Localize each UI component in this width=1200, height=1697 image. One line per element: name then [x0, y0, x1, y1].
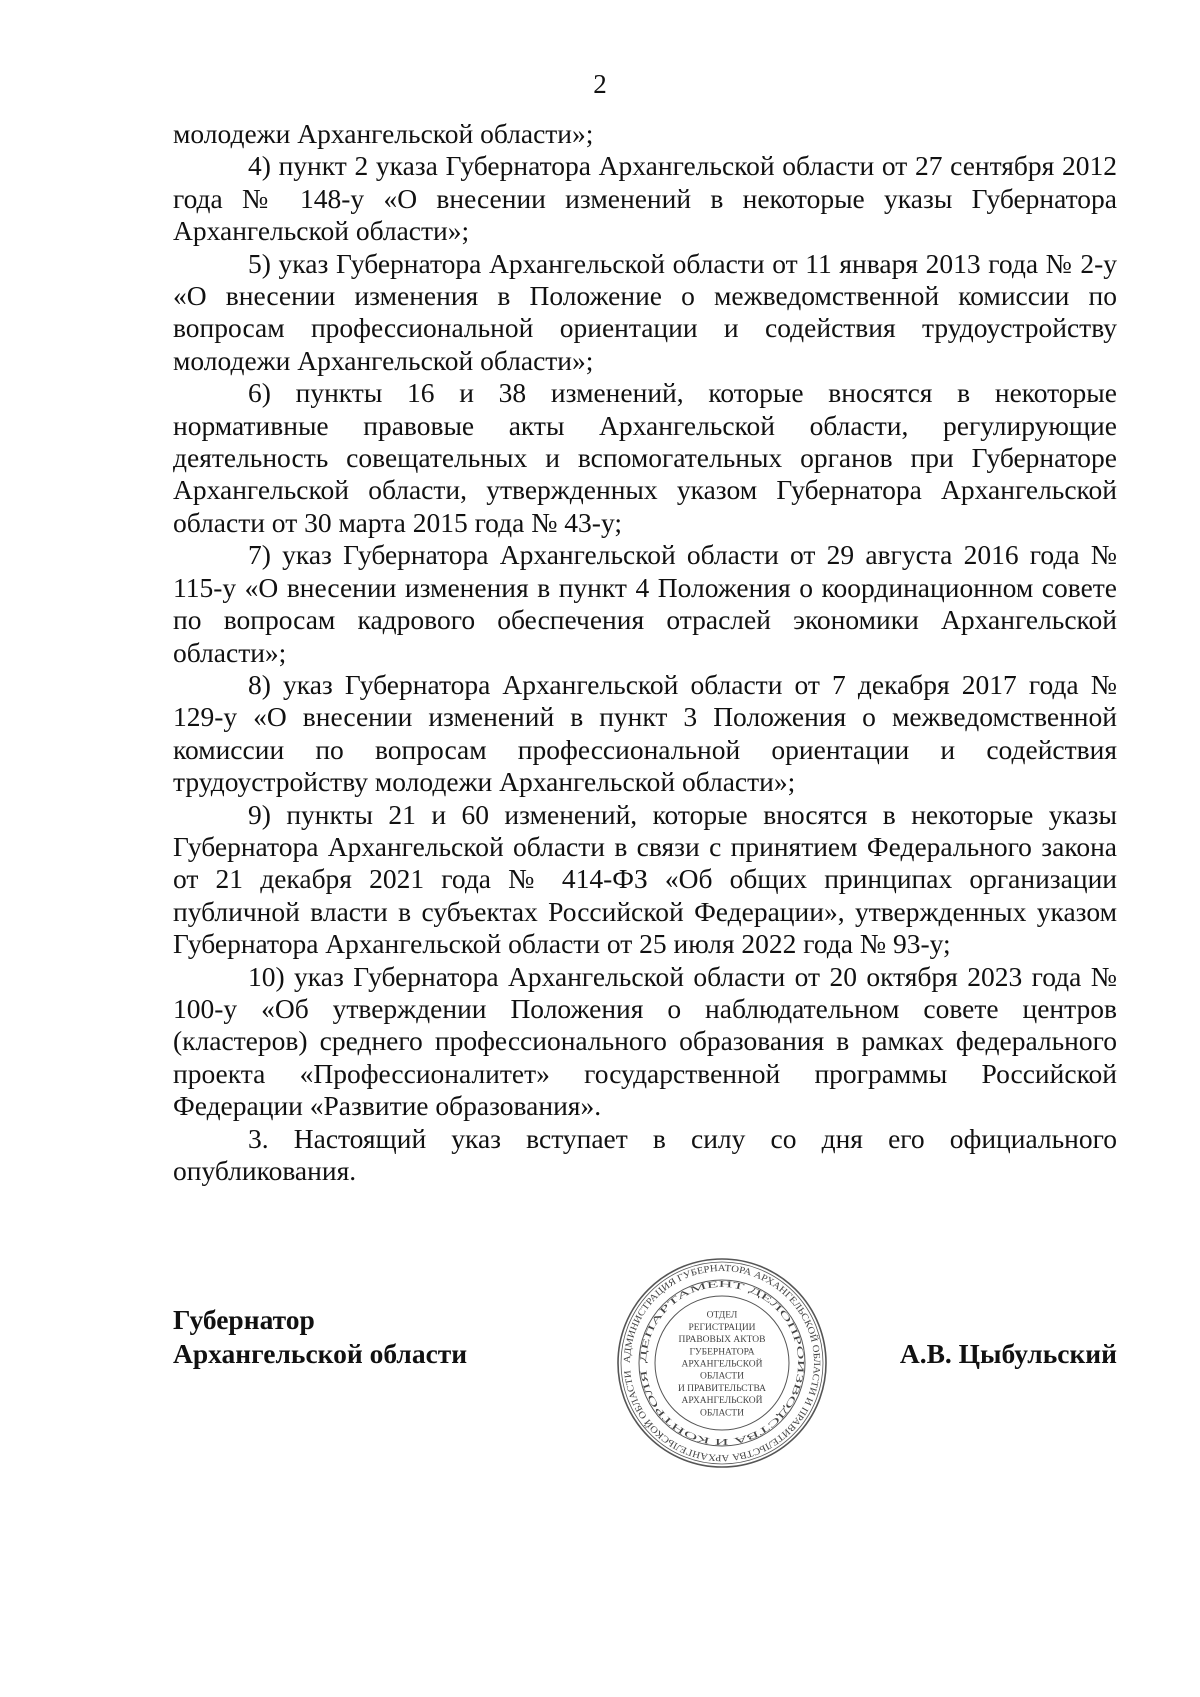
stamp-center-line: РЕГИСТРАЦИИ — [688, 1322, 756, 1333]
paragraph: молодежи Архангельской области»; — [173, 118, 594, 149]
paragraph: 9) пункты 21 и 60 изменений, которые вносятся в некоторые указы Губернатора Архангельской области в связи с принятием Федерального закона от 21 декабря 2021 года № 414-ФЗ «Об общих принципах организации публичной власти в субъектах Российской Федерации», утвержденных указом Губернатора Архангельской области от 25 июля 2022 года № 93-у; — [173, 798, 1117, 960]
document-body — [173, 118, 1117, 1187]
stamp-center-line: ОБЛАСТИ — [700, 1408, 744, 1419]
official-stamp — [615, 1256, 829, 1470]
signatory-title — [173, 1303, 467, 1371]
stamp-center-line: ОТДЕЛ — [706, 1310, 738, 1321]
stamp-center-line: ГУБЕРНАТОРА — [689, 1347, 755, 1358]
stamp-center-line: АРХАНГЕЛЬСКОЙ — [681, 1359, 763, 1370]
stamp-center-line: И ПРАВИТЕЛЬСТВА — [677, 1383, 767, 1394]
paragraph: 4) пункт 2 указа Губернатора Архангельской области от 27 сентября 2012 года № 148-у «О внесении изменений в некоторые указы Губернатора Архангельской области»; — [173, 150, 1117, 247]
signatory-title-line-1: Губернатор — [173, 1304, 315, 1335]
stamp-center-line: ОБЛАСТИ — [700, 1371, 744, 1382]
paragraph: 10) указ Губернатора Архангельской области от 20 октября 2023 года № 100-у «Об утверждении Положения о наблюдательном совете центров (кластеров) среднего профессионального образования в рамках федерального проекта «Профессионалитет» государственной программы Российской Федерации «Развитие образования». — [173, 960, 1117, 1122]
stamp-center-text — [678, 1311, 766, 1419]
signatory-name: А.В. Цыбульский — [899, 1338, 1117, 1369]
paragraph: 3. Настоящий указ вступает в силу со дня его официального опубликования. — [173, 1122, 1117, 1186]
paragraph: 8) указ Губернатора Архангельской области от 7 декабря 2017 года № 129-у «О внесении изменений в пункт 3 Положения о межведомственной комиссии по вопросам профессиональной ориентации и содействия трудоустройству молодежи Архангельской области»; — [173, 668, 1117, 798]
paragraph: 5) указ Губернатора Архангельской области от 11 января 2013 года № 2-у «О внесении изменения в Положение о межведомственной комиссии по вопросам профессиональной ориентации и содействия трудоустройству молодежи Архангельской области»; — [173, 247, 1117, 376]
stamp-center-line: АРХАНГЕЛЬСКОЙ — [681, 1396, 763, 1407]
stamp-seal — [615, 1256, 829, 1470]
paragraph: 6) пункты 16 и 38 изменений, которые вносятся в некоторые нормативные правовые акты Архангельской области, регулирующие деятельность совещательных и вспомогательных органов при Губернаторе Архангельской области, утвержденных указом Губернатора Архангельской области от 30 марта 2015 года № 43-у; — [173, 377, 1117, 538]
paragraph: 7) указ Губернатора Архангельской области от 29 августа 2016 года № 115-у «О внесении изменения в пункт 4 Положения о координационном совете по вопросам кадрового обеспечения отраслей экономики Архангельской области»; — [173, 539, 1117, 668]
stamp-outer-ring-text: АДМИНИСТРАЦИЯ ГУБЕРНАТОРА АРХАНГЕЛЬСКОЙ ОБЛАСТИ И ПРАВИТЕЛЬСТВА АРХАНГЕЛЬСКОЙ ОБЛАСТИ — [622, 1263, 822, 1463]
stamp-center-line: ПРАВОВЫХ АКТОВ — [678, 1335, 766, 1346]
page-number: 2 — [593, 69, 607, 99]
signatory-title-line-2: Архангельской области — [173, 1338, 468, 1369]
stamp-inner-ring-text: ДЕПАРТАМЕНТ ДЕЛОПРОИЗВОДСТВА И КОНТРОЛЯ — [637, 1278, 807, 1448]
